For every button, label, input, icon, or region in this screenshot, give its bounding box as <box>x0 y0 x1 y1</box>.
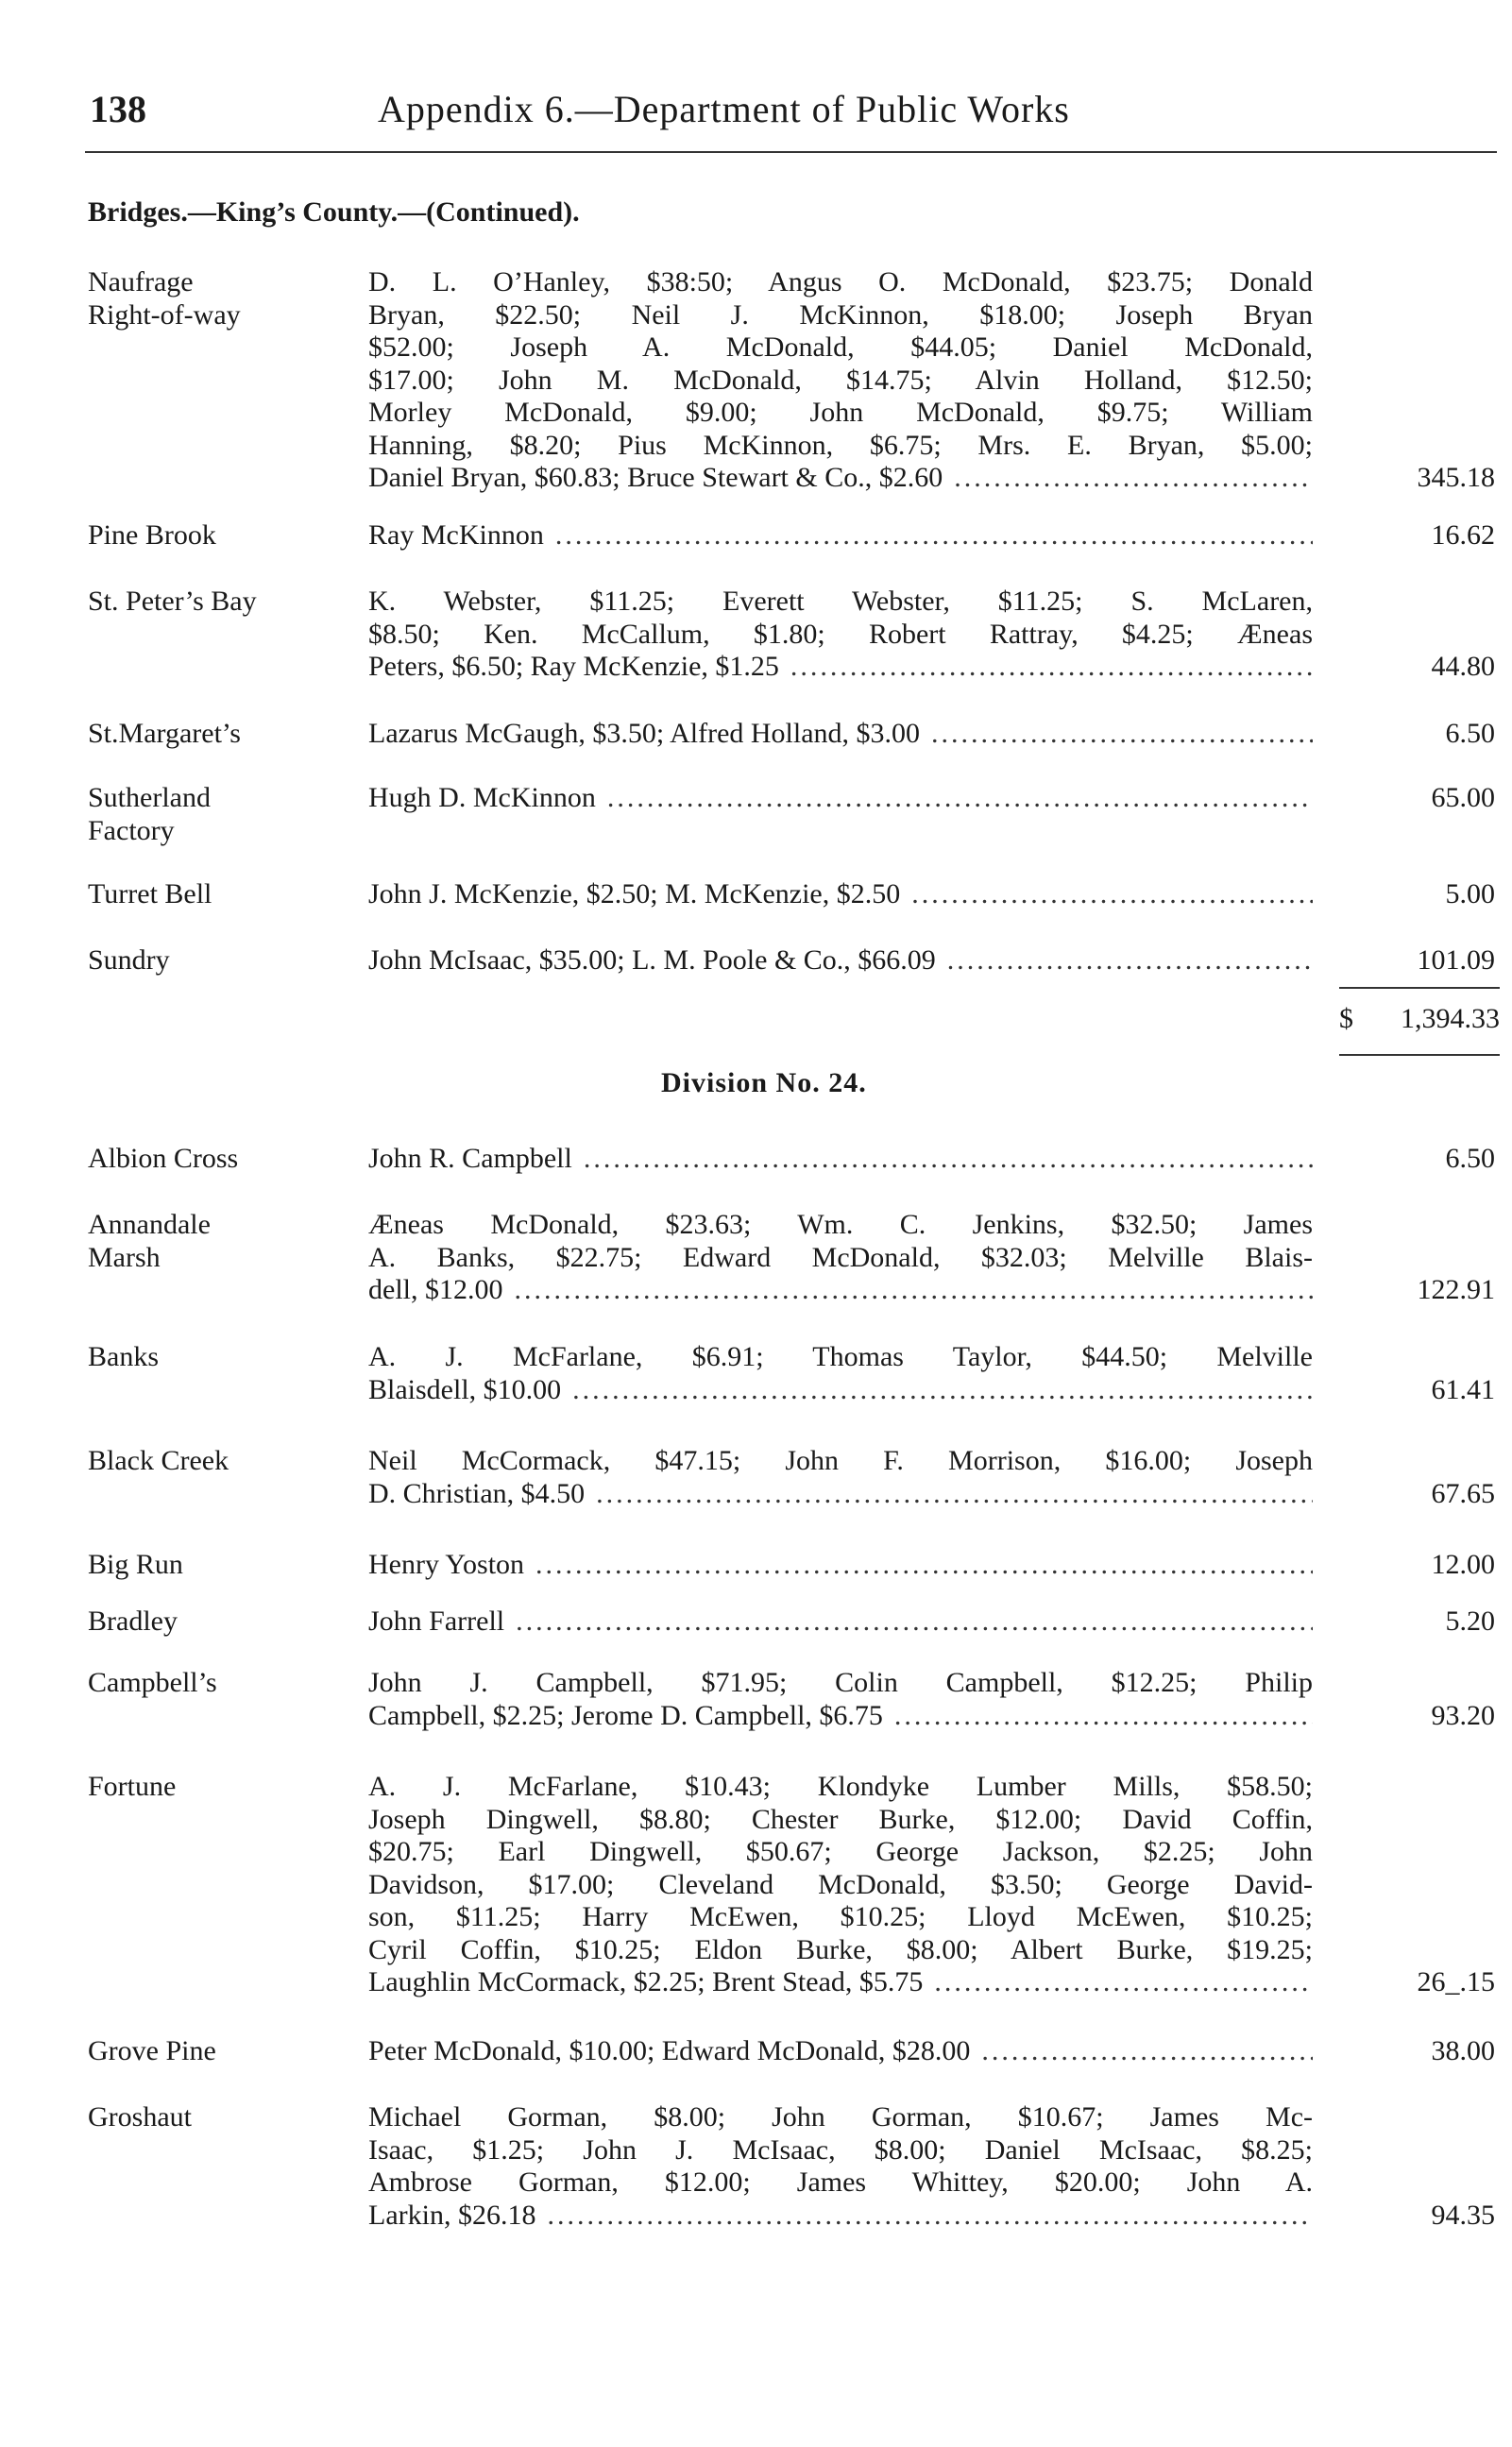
entry-place <box>88 1341 343 1374</box>
entry-detail-line <box>368 1374 1313 1407</box>
leader-dots <box>954 462 1313 495</box>
entry-place-line: Marsh <box>88 1241 161 1273</box>
entry-place-line: Right-of-way <box>88 298 241 331</box>
entry-detail-line: Isaac, $1.25; John J. McIsaac, $8.00; Daniel McIsaac, $8.25; <box>368 2133 1313 2166</box>
entry-detail-text: John J. McKenzie, $2.50; M. McKenzie, $2.50 <box>368 878 901 909</box>
entry-place-line: St.Margaret’s <box>88 718 241 749</box>
entry-details <box>368 266 1313 495</box>
entry-amount: 5.20 <box>1445 1606 1495 1637</box>
entry-place-line: Fortune <box>88 1771 177 1802</box>
entry-amount: 61.41 <box>1431 1373 1495 1405</box>
entry-detail-line <box>368 651 1313 684</box>
entry-place-line: Sundry <box>88 944 170 976</box>
entry-place-line: Black Creek <box>88 1445 229 1476</box>
entry-place-line: Turret Bell <box>88 878 212 909</box>
leader-dots <box>584 1143 1313 1176</box>
leader-dots <box>790 651 1313 684</box>
subtotal-rule-top <box>1339 987 1500 989</box>
entry-detail-text: John Farrell <box>368 1606 505 1637</box>
entry-detail-line <box>368 1478 1313 1511</box>
entry-place-line: Annandale <box>88 1209 211 1240</box>
entry-place <box>88 1771 343 1804</box>
entry-detail-line: son, $11.25; Harry McEwen, $10.25; Lloyd McEwen, $10.25; <box>368 1901 1313 1932</box>
leader-dots <box>572 1374 1313 1407</box>
entry-detail-line: Morley McDonald, $9.00; John McDonald, $9.75; William <box>368 397 1313 428</box>
entry-detail-text: Lazarus McGaugh, $3.50; Alfred Holland, $3.00 <box>368 718 921 749</box>
leader-dots <box>516 1606 1313 1639</box>
entry-amount: 101.09 <box>1417 944 1495 976</box>
leader-dots <box>894 1700 1313 1733</box>
entry-amount: 122.91 <box>1417 1274 1495 1305</box>
entry-amount: 12.00 <box>1431 1549 1495 1580</box>
entry-detail-line <box>368 2200 1313 2233</box>
entry-place-line: Bradley <box>88 1606 178 1637</box>
entry-place <box>88 944 343 977</box>
entry-details <box>368 1445 1313 1510</box>
entry-details <box>368 878 1313 911</box>
entry-detail-text: Peter McDonald, $10.00; Edward McDonald, $28.00 <box>368 2035 971 2066</box>
entry-details <box>368 1771 1313 1999</box>
entry-detail-line <box>368 2035 1313 2068</box>
entry-amount: 44.80 <box>1431 651 1495 682</box>
entry-place <box>88 2101 343 2134</box>
entry-amount: 67.65 <box>1431 1477 1495 1509</box>
leader-dots <box>947 944 1313 977</box>
entry-place <box>88 1209 343 1274</box>
leader-dots <box>535 1549 1313 1582</box>
entry-place <box>88 782 343 847</box>
entry-amount: 94.35 <box>1431 2199 1495 2231</box>
entry-detail-line: Hanning, $8.20; Pius McKinnon, $6.75; Mrs. E. Bryan, $5.00; <box>368 429 1313 461</box>
entry-place-line: Pine Brook <box>88 519 216 551</box>
entry-amount: 6.50 <box>1445 1143 1495 1174</box>
entry-amount: 38.00 <box>1431 2035 1495 2066</box>
entry-detail-text: Hugh D. McKinnon <box>368 782 596 813</box>
entry-details <box>368 2035 1313 2068</box>
entry-details <box>368 944 1313 977</box>
entry-detail-line: Joseph Dingwell, $8.80; Chester Burke, $12.00; David Coffin, <box>368 1803 1313 1835</box>
entry-detail-line: Davidson, $17.00; Cleveland McDonald, $3.50; George David- <box>368 1868 1313 1900</box>
entry-place-line: Groshaut <box>88 2101 192 2133</box>
entry-details <box>368 782 1313 815</box>
entry-place <box>88 586 343 619</box>
entry-detail-line: $8.50; Ken. McCallum, $1.80; Robert Rattray, $4.25; Æneas <box>368 618 1313 650</box>
entry-detail-line: A. Banks, $22.75; Edward McDonald, $32.03; Melville Blais- <box>368 1241 1313 1273</box>
entry-detail-line: $20.75; Earl Dingwell, $50.67; George Jackson, $2.25; John <box>368 1836 1313 1867</box>
entry-place-line: Sutherland <box>88 782 211 813</box>
entry-details <box>368 519 1313 552</box>
entry-place <box>88 2035 343 2068</box>
entry-detail-text: Campbell, $2.25; Jerome D. Campbell, $6.75 <box>368 1699 883 1731</box>
entry-detail-line: Bryan, $22.50; Neil J. McKinnon, $18.00; Joseph Bryan <box>368 298 1313 331</box>
entry-detail-line: K. Webster, $11.25; Everett Webster, $11.25; S. McLaren, <box>368 586 1313 617</box>
entry-place-line: Albion Cross <box>88 1143 239 1174</box>
entry-detail-text: dell, $12.00 <box>368 1274 503 1305</box>
entry-detail-text: D. Christian, $4.50 <box>368 1477 586 1509</box>
entry-details <box>368 2101 1313 2232</box>
leader-dots <box>911 878 1313 911</box>
entry-detail-line: Michael Gorman, $8.00; John Gorman, $10.67; James Mc- <box>368 2101 1313 2133</box>
entry-place <box>88 1549 343 1582</box>
entry-detail-line <box>368 1274 1313 1307</box>
entry-place-line: Naufrage <box>88 266 194 297</box>
page-header-title: Appendix 6.—Department of Public Works <box>378 88 1070 130</box>
entry-details <box>368 1143 1313 1176</box>
subtotal-currency: $ <box>1339 1003 1353 1034</box>
entry-detail-line: Ambrose Gorman, $12.00; James Whittey, $20.00; John A. <box>368 2167 1313 2198</box>
entry-detail-line <box>368 1549 1313 1582</box>
entry-place <box>88 519 343 552</box>
entry-details <box>368 1667 1313 1732</box>
entry-detail-line <box>368 519 1313 552</box>
leader-dots <box>555 519 1313 552</box>
header-rule <box>85 151 1497 153</box>
entry-amount: 26_.15 <box>1417 1966 1495 1997</box>
entry-detail-line <box>368 1143 1313 1176</box>
entry-place <box>88 1445 343 1478</box>
entry-details <box>368 1209 1313 1307</box>
entry-detail-line: A. J. McFarlane, $6.91; Thomas Taylor, $44.50; Melville <box>368 1341 1313 1372</box>
entry-detail-text: Henry Yoston <box>368 1549 525 1580</box>
entry-amount: 16.62 <box>1431 519 1495 551</box>
entry-detail-line: $52.00; Joseph A. McDonald, $44.05; Daniel McDonald, <box>368 331 1313 363</box>
entry-detail-line <box>368 462 1313 495</box>
entry-place-line: Grove Pine <box>88 2035 216 2066</box>
entry-detail-text: Blaisdell, $10.00 <box>368 1373 562 1405</box>
leader-dots <box>931 718 1313 751</box>
division-title: Division No. 24. <box>661 1067 867 1098</box>
entry-detail-line: Cyril Coffin, $10.25; Eldon Burke, $8.00; Albert Burke, $19.25; <box>368 1933 1313 1965</box>
entry-place <box>88 718 343 751</box>
section-title: Bridges.—King’s County.—(Continued). <box>88 196 580 228</box>
leader-dots <box>981 2035 1313 2068</box>
entry-detail-line <box>368 1966 1313 1999</box>
entry-detail-line <box>368 944 1313 977</box>
entry-detail-text: Laughlin McCormack, $2.25; Brent Stead, $5.75 <box>368 1966 924 1997</box>
entry-detail-text: John R. Campbell <box>368 1143 572 1174</box>
entry-details <box>368 718 1313 751</box>
leader-dots <box>607 782 1313 815</box>
entry-detail-text: Peters, $6.50; Ray McKenzie, $1.25 <box>368 651 779 682</box>
entry-detail-line <box>368 1700 1313 1733</box>
entry-amount: 65.00 <box>1431 782 1495 813</box>
entry-amount: 5.00 <box>1445 878 1495 909</box>
entry-detail-line <box>368 1606 1313 1639</box>
entry-place-line: Banks <box>88 1341 159 1372</box>
entry-place <box>88 878 343 911</box>
leader-dots <box>596 1478 1313 1511</box>
entry-amount: 6.50 <box>1445 718 1495 749</box>
page-number: 138 <box>90 88 146 130</box>
entry-amount: 345.18 <box>1417 462 1495 493</box>
entry-detail-line <box>368 718 1313 751</box>
entry-details <box>368 1549 1313 1582</box>
entry-place-line: Campbell’s <box>88 1667 217 1698</box>
entry-details <box>368 586 1313 684</box>
entry-detail-line: John J. Campbell, $71.95; Colin Campbell, $12.25; Philip <box>368 1667 1313 1698</box>
entry-place <box>88 1606 343 1639</box>
entry-place <box>88 1143 343 1176</box>
entry-place-line: St. Peter’s Bay <box>88 586 257 617</box>
subtotal-rule-bottom <box>1339 1054 1500 1056</box>
entry-detail-line: $17.00; John M. McDonald, $14.75; Alvin Holland, $12.50; <box>368 364 1313 396</box>
entry-detail-text: Ray McKinnon <box>368 519 544 551</box>
entry-detail-text: John McIsaac, $35.00; L. M. Poole & Co., $66.09 <box>368 944 936 976</box>
subtotal-value: 1,394.33 <box>1401 1003 1500 1034</box>
entry-detail-line <box>368 782 1313 815</box>
entry-detail-line <box>368 878 1313 911</box>
entry-detail-line: Neil McCormack, $47.15; John F. Morrison, $16.00; Joseph <box>368 1445 1313 1476</box>
leader-dots <box>515 1274 1314 1307</box>
entry-detail-line: D. L. O’Hanley, $38:50; Angus O. McDonald, $23.75; Donald <box>368 266 1313 297</box>
entry-details <box>368 1606 1313 1639</box>
leader-dots <box>934 1966 1313 1999</box>
entry-detail-line: Æneas McDonald, $23.63; Wm. C. Jenkins, $32.50; James <box>368 1209 1313 1240</box>
entry-place-line: Big Run <box>88 1549 183 1580</box>
entry-detail-text: Daniel Bryan, $60.83; Bruce Stewart & Co., $2.60 <box>368 462 943 493</box>
entry-amount: 93.20 <box>1431 1699 1495 1731</box>
entry-details <box>368 1341 1313 1406</box>
entry-place-line: Factory <box>88 814 175 846</box>
entry-place <box>88 266 343 331</box>
leader-dots <box>547 2200 1313 2233</box>
entry-place <box>88 1667 343 1700</box>
entry-detail-text: Larkin, $26.18 <box>368 2199 536 2231</box>
entry-detail-line: A. J. McFarlane, $10.43; Klondyke Lumber Mills, $58.50; <box>368 1771 1313 1802</box>
